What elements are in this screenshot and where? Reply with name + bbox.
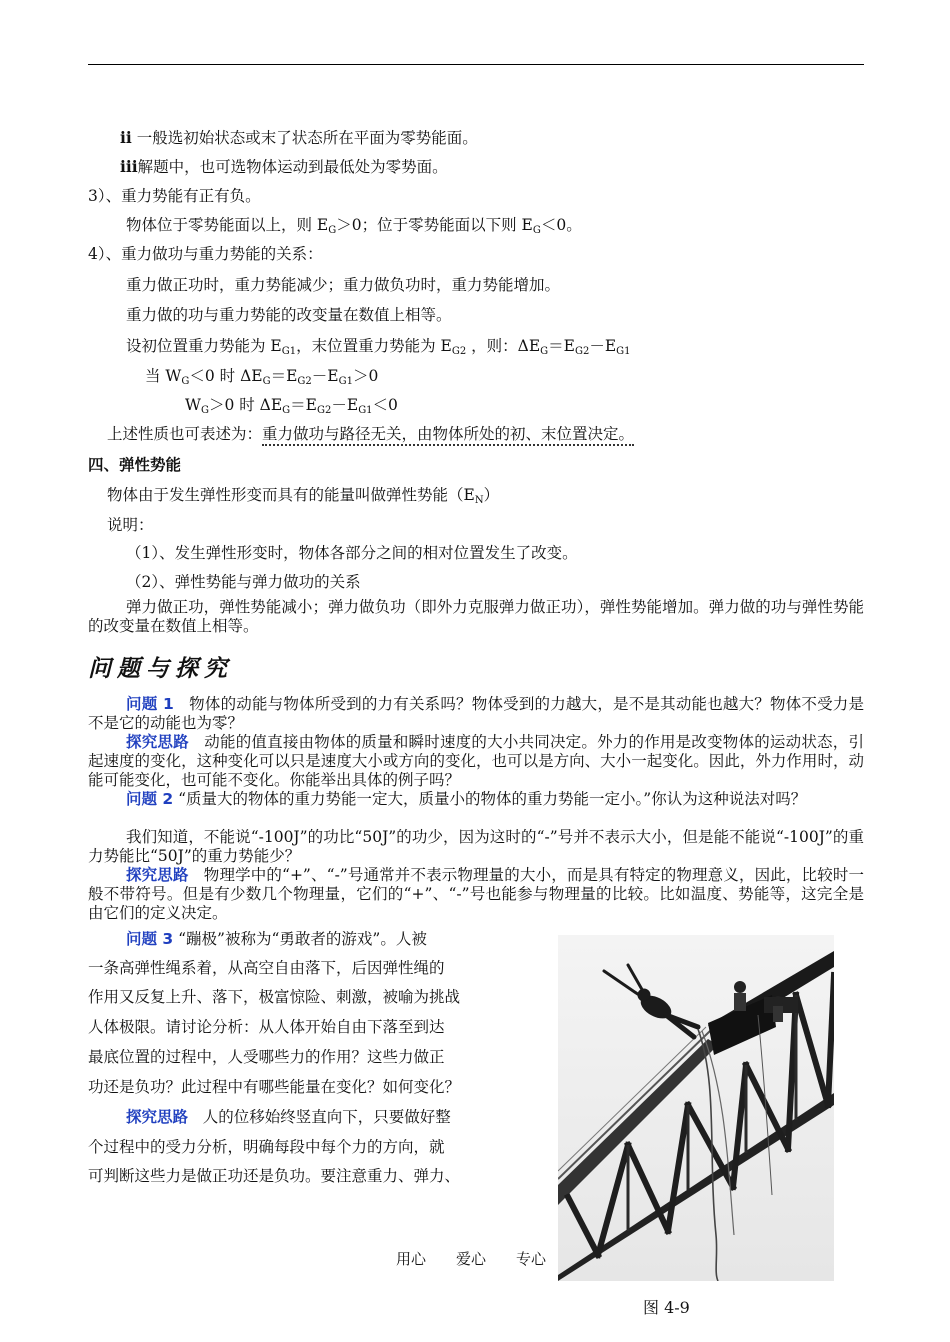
t: 设初位置重力势能为 E (126, 337, 282, 355)
roman-iii: iii (120, 157, 138, 176)
t: 物体由于发生弹性形变而具有的能量叫做弹性势能（E (107, 486, 475, 504)
sub: G (532, 225, 541, 236)
answer-3-line-3: 可判断这些力是做正功还是负功。要注意重力、弹力、 (88, 1167, 461, 1185)
question-3-line-2: 一条高弹性绳系着，从高空自由落下，后因弹性绳的 (88, 959, 445, 977)
section-4-title: 四、弹性势能 (88, 456, 182, 474)
sub: G2 (574, 346, 590, 357)
section-4-definition (107, 485, 499, 511)
question-2-text: “质量大的物体的重力势能一定大，质量小的物体的重力势能一定小。”你认为这种说法对吗？ (178, 790, 807, 808)
point-4-b: 重力做的功与重力势能的改变量在数值上相等。 (126, 306, 452, 324)
answer-1-label: 探究思路 (126, 733, 189, 751)
question-3-label: 问题 3 (126, 930, 174, 948)
sub: G (282, 405, 291, 416)
point-4-d (145, 366, 378, 392)
t: ＝E (290, 396, 317, 414)
t: ＞0；位于零势能面以下则 E (336, 216, 533, 234)
t: ＝E (548, 337, 575, 355)
point-4-a: 重力做正功时，重力势能减少；重力做负功时，重力势能增加。 (126, 276, 561, 294)
summary-line (107, 424, 634, 444)
section-4-note-2: （2）、弹性势能与弹力做功的关系 (126, 573, 361, 591)
t: －E (331, 396, 359, 414)
t: 人的位移始终竖直向下，只要做好整 (202, 1108, 451, 1126)
sub: G (200, 405, 209, 416)
sub: G (262, 376, 271, 387)
sub: G (328, 225, 337, 236)
sub: G (181, 376, 190, 387)
question-3-line-1 (126, 929, 427, 949)
figure-caption: 图 4-9 (643, 1298, 690, 1317)
t: ＝E (270, 367, 298, 385)
section-4-note: 说明： (107, 516, 154, 534)
sub: G1 (338, 376, 353, 387)
bungee-jump-photo (558, 935, 834, 1281)
sub: G1 (281, 346, 297, 357)
question-1-label: 问题 1 (126, 695, 174, 713)
sub: G2 (451, 346, 467, 357)
answer-3-line-1 (126, 1107, 451, 1127)
question-3-line-6: 功还是负功？此过程中有哪些能量在变化？如何变化？ (88, 1078, 461, 1096)
t: ＜0 时 ΔE (189, 367, 263, 385)
roman-ii: ii (120, 128, 132, 147)
point-4: 4）、重力做功与重力势能的关系： (88, 245, 323, 263)
question-1-text: 物体的动能与物体所受到的力有关系吗？物体受到的力越大，是不是其动能也越大？物体不受力是不是它的动能也为零？ (88, 695, 865, 732)
sub: G (540, 346, 549, 357)
answer-3-line-2: 个过程中的受力分析，明确每段中每个力的方向，就 (88, 1138, 445, 1156)
t: －E (589, 337, 617, 355)
question-2-followup: 我们知道，不能说“-100J”的功比“50J”的功少，因为这时的“-”号并不表示大小，但是能不能说“-100J”的重力势能比“50J”的重力势能少？ (88, 828, 865, 865)
answer-2 (88, 866, 864, 923)
header-rule (88, 64, 864, 65)
answer-1-text: 动能的值直接由物体的质量和瞬时速度的大小共同决定。外力的作用是改变物体的运动状态，引起速度的变化，这种变化可以只是速度大小或方向的变化，也可以是方向、大小一起变化。因此，外力作用时，动能可能变化，也可能不变化。你能举出具体的例子吗？ (88, 733, 864, 789)
sub: G1 (616, 346, 631, 357)
t: ＞0 时 ΔE (208, 396, 283, 414)
t: “蹦极”被称为“勇敢者的游戏”。人被 (178, 930, 427, 948)
t: ，末位置重力势能为 E (296, 337, 452, 355)
line-ii-text: 一般选初始状态或末了状态所在平面为零势能面。 (131, 129, 478, 147)
sub: G2 (317, 405, 332, 416)
question-2 (88, 790, 864, 809)
t: 物体位于零势能面以上，则 E (126, 216, 329, 234)
t: W (185, 396, 201, 414)
line-ii (120, 128, 478, 148)
point-4-c (126, 336, 631, 362)
sub: G2 (297, 376, 312, 387)
summary-emphasis: 重力做功与路径无关，由物体所处的初、末位置决定。 (262, 425, 634, 446)
answer-3-label: 探究思路 (126, 1108, 189, 1126)
t: 当 W (145, 367, 182, 385)
answer-1 (88, 733, 864, 790)
t: ，则：ΔE (466, 337, 541, 355)
question-3-line-3: 作用又反复上升、落下，极富惊险、刺激，被喻为挑战 (88, 988, 461, 1006)
sub: N (474, 495, 484, 506)
footer-word: 用心 (396, 1250, 427, 1268)
question-1 (88, 695, 864, 733)
point-4-e (185, 395, 398, 421)
t: ＞0 (352, 367, 379, 385)
line-iii-text: 解题中，也可选物体运动到最低处为零势面。 (137, 158, 448, 176)
footer-word: 专心 (516, 1250, 547, 1268)
answer-2-text: 物理学中的“+”、“-”号通常并不表示物理量的大小，而是具有特定的物理意义，因此，比较时一般不带符号。但是有少数几个物理量，它们的“+”、“-”号也能参与物理量的比较。比如温度、势能等，这完全是由它们的定义决定。 (88, 866, 864, 922)
page-footer (396, 1248, 576, 1269)
point-3-detail (126, 215, 582, 241)
t: ＜0 (372, 396, 398, 414)
section-4-note-1: （1）、发生弹性形变时，物体各部分之间的相对位置发生了改变。 (126, 544, 578, 562)
summary-lead: 上述性质也可表述为： (107, 425, 263, 443)
point-3: 3）、重力势能有正有负。 (88, 187, 261, 205)
answer-2-label: 探究思路 (126, 866, 189, 884)
question-3-line-4: 人体极限。请讨论分析：从人体开始自由下落至到达 (88, 1018, 445, 1036)
question-3-line-5: 最底位置的过程中，人受哪些力的作用？这些力做正 (88, 1048, 445, 1066)
question-2-label: 问题 2 (126, 790, 174, 808)
line-iii (120, 157, 448, 177)
footer-word: 爱心 (456, 1250, 487, 1268)
t: －E (311, 367, 339, 385)
t: ＜0。 (540, 216, 582, 234)
sub: G1 (358, 405, 373, 416)
section-heading: 问题与探究 (88, 655, 233, 682)
t: ） (483, 486, 500, 504)
section-4-paragraph: 弹力做正功，弹性势能减小；弹力做负功（即外力克服弹力做正功），弹性势能增加。弹力做的功与弹性势能的改变量在数值上相等。 (88, 598, 864, 635)
